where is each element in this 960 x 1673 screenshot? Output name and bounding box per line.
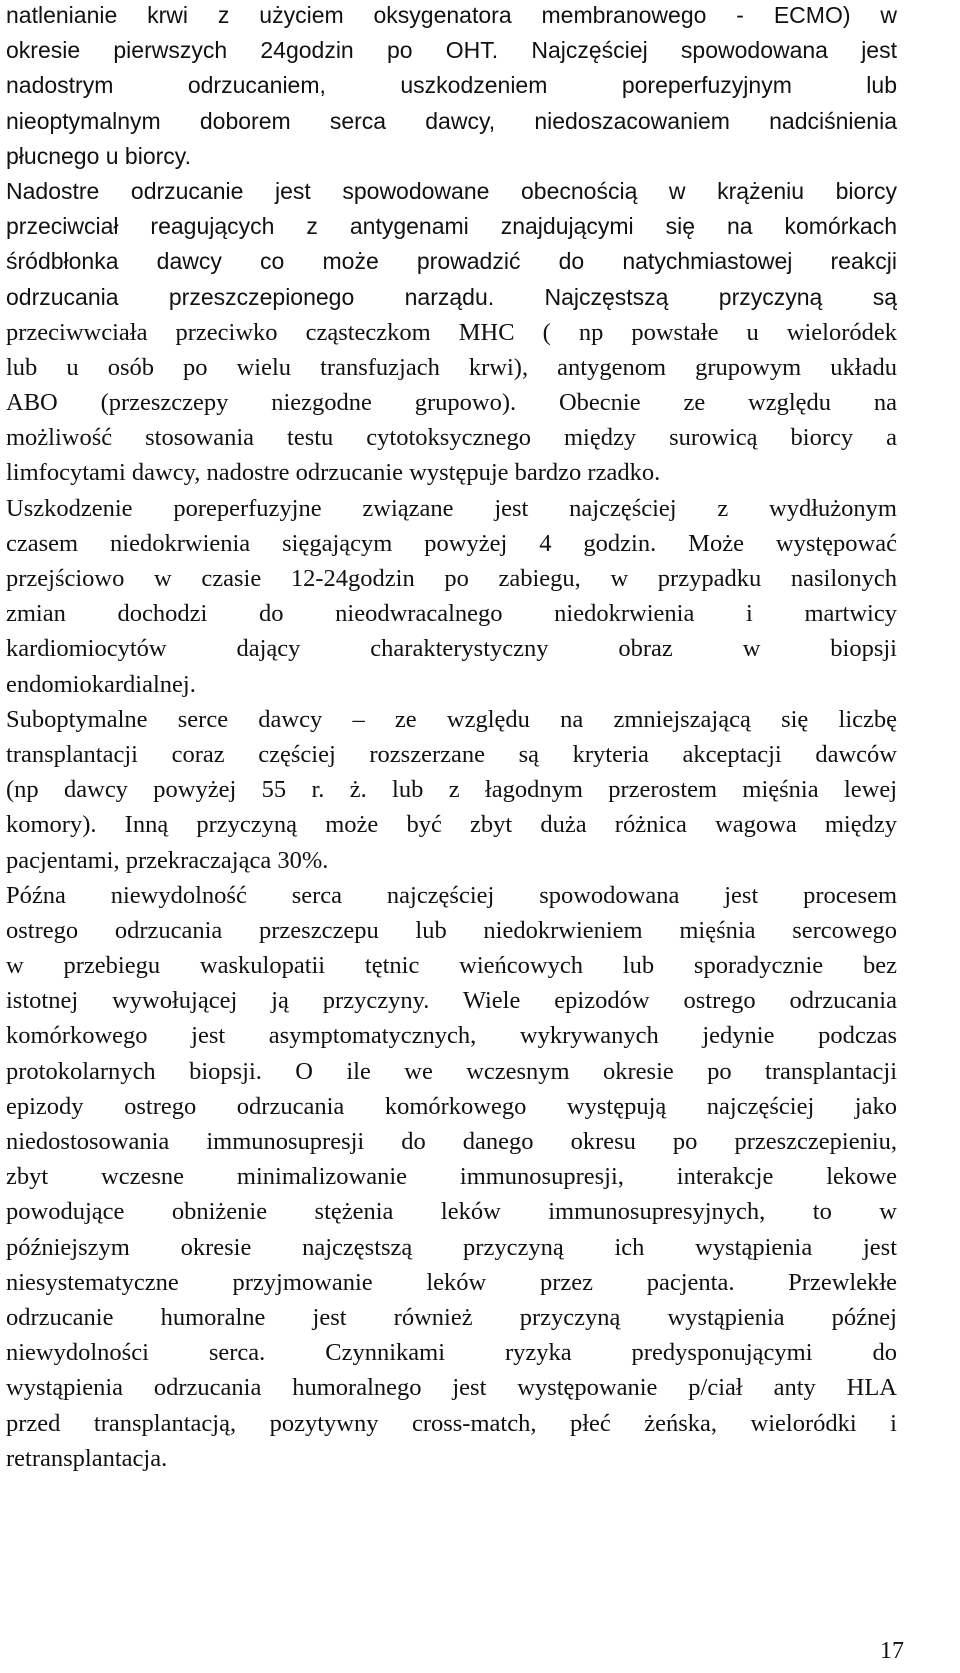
text-line: przed transplantacją, pozytywny cross-match, płeć żeńska, wieloródki i bbox=[6, 1409, 897, 1437]
text-line: ABO (przeszczepy niezgodne grupowo). Obecnie ze względu na bbox=[6, 389, 897, 417]
page-number: 17 bbox=[880, 1638, 904, 1664]
text-line: zbyt wczesne minimalizowanie immunosupresji, interakcje lekowe bbox=[6, 1163, 897, 1191]
text-line: przejściowo w czasie 12-24godzin po zabiegu, w przypadku nasilonych bbox=[6, 565, 897, 592]
text-line: retransplantacja. bbox=[6, 1444, 168, 1472]
text-line: odrzucanie humoralne jest również przyczyną wystąpienia późnej bbox=[6, 1303, 897, 1331]
text-line: przeciwwciała przeciwko cząsteczkom MHC ( np powstałe u wieloródek bbox=[6, 318, 897, 346]
text-line: powodujące obniżenie stężenia leków immunosupresyjnych, to w bbox=[6, 1198, 897, 1226]
text-line: wystąpienia odrzucania humoralnego jest występowanie p/ciał anty HLA bbox=[6, 1374, 897, 1402]
text-line: przeciwciał reagujących z antygenami znajdującymi się na komórkach bbox=[6, 213, 897, 240]
text-line: śródbłonka dawcy co może prowadzić do natychmiastowej reakcji bbox=[6, 248, 897, 275]
text-line: komórkowego jest asymptomatycznych, wykrywanych jedynie podczas bbox=[6, 1022, 897, 1050]
text-line: Suboptymalne serce dawcy – ze względu na zmniejszającą się liczbę bbox=[6, 705, 897, 733]
text-line: komory). Inną przyczyną może być zbyt duża różnica wagowa między bbox=[6, 811, 897, 839]
text-line: odrzucania przeszczepionego narządu. Najczęstszą przyczyną są bbox=[6, 283, 897, 310]
text-line: niesystematyczne przyjmowanie leków przez pacjenta. Przewlekłe bbox=[6, 1268, 897, 1296]
text-line: możliwość stosowania testu cytotoksycznego między surowicą biorcy a bbox=[6, 424, 897, 452]
text-line: Uszkodzenie poreperfuzyjne związane jest najczęściej z wydłużonym bbox=[6, 494, 897, 522]
text-line: kardiomiocytów dający charakterystyczny obraz w biopsji bbox=[6, 635, 897, 663]
text-line: ostrego odrzucania przeszczepu lub niedokrwieniem mięśnia sercowego bbox=[6, 916, 897, 944]
text-line: późniejszym okresie najczęstszą przyczyną ich wystąpienia jest bbox=[6, 1233, 897, 1261]
text-line: istotnej wywołującej ją przyczyny. Wiele epizodów ostrego odrzucania bbox=[6, 987, 897, 1015]
text-line: endomiokardialnej. bbox=[6, 670, 196, 698]
text-line: w przebiegu waskulopatii tętnic wieńcowych lub sporadycznie bez bbox=[6, 952, 897, 980]
text-line: nadostrym odrzucaniem, uszkodzeniem poreperfuzyjnym lub bbox=[6, 72, 897, 99]
text-line: nieoptymalnym doborem serca dawcy, niedoszacowaniem nadciśnienia bbox=[6, 107, 897, 134]
text-line: okresie pierwszych 24godzin po OHT. Najczęściej spowodowana jest bbox=[6, 37, 897, 64]
text-line: Późna niewydolność serca najczęściej spowodowana jest procesem bbox=[6, 881, 897, 909]
text-line: natlenianie krwi z użyciem oksygenatora membranowego - ECMO) w bbox=[6, 2, 897, 28]
text-line: pacjentami, przekraczająca 30%. bbox=[6, 846, 329, 874]
text-line: lub u osób po wielu transfuzjach krwi), antygenom grupowym układu bbox=[6, 353, 897, 381]
text-line: limfocytami dawcy, nadostre odrzucanie występuje bardzo rzadko. bbox=[6, 459, 661, 487]
text-line: płucnego u biorcy. bbox=[6, 142, 191, 169]
text-line: epizody ostrego odrzucania komórkowego występują najczęściej jako bbox=[6, 1092, 897, 1120]
text-line: zmian dochodzi do nieodwracalnego niedokrwienia i martwicy bbox=[6, 600, 897, 628]
text-line: niedostosowania immunosupresji do danego okresu po przeszczepieniu, bbox=[6, 1128, 897, 1155]
text-line: czasem niedokrwienia sięgającym powyżej 4 godzin. Może występować bbox=[6, 529, 897, 557]
text-line: niewydolności serca. Czynnikami ryzyka predysponującymi do bbox=[6, 1339, 897, 1367]
text-line: protokolarnych biopsji. O ile we wczesnym okresie po transplantacji bbox=[6, 1057, 897, 1085]
text-line: transplantacji coraz częściej rozszerzane są kryteria akceptacji dawców bbox=[6, 740, 897, 768]
text-line: Nadostre odrzucanie jest spowodowane obecnością w krążeniu biorcy bbox=[6, 177, 897, 204]
body-text bbox=[6, 0, 897, 1476]
text-line: (np dawcy powyżej 55 r. ż. lub z łagodnym przerostem mięśnia lewej bbox=[6, 776, 897, 804]
